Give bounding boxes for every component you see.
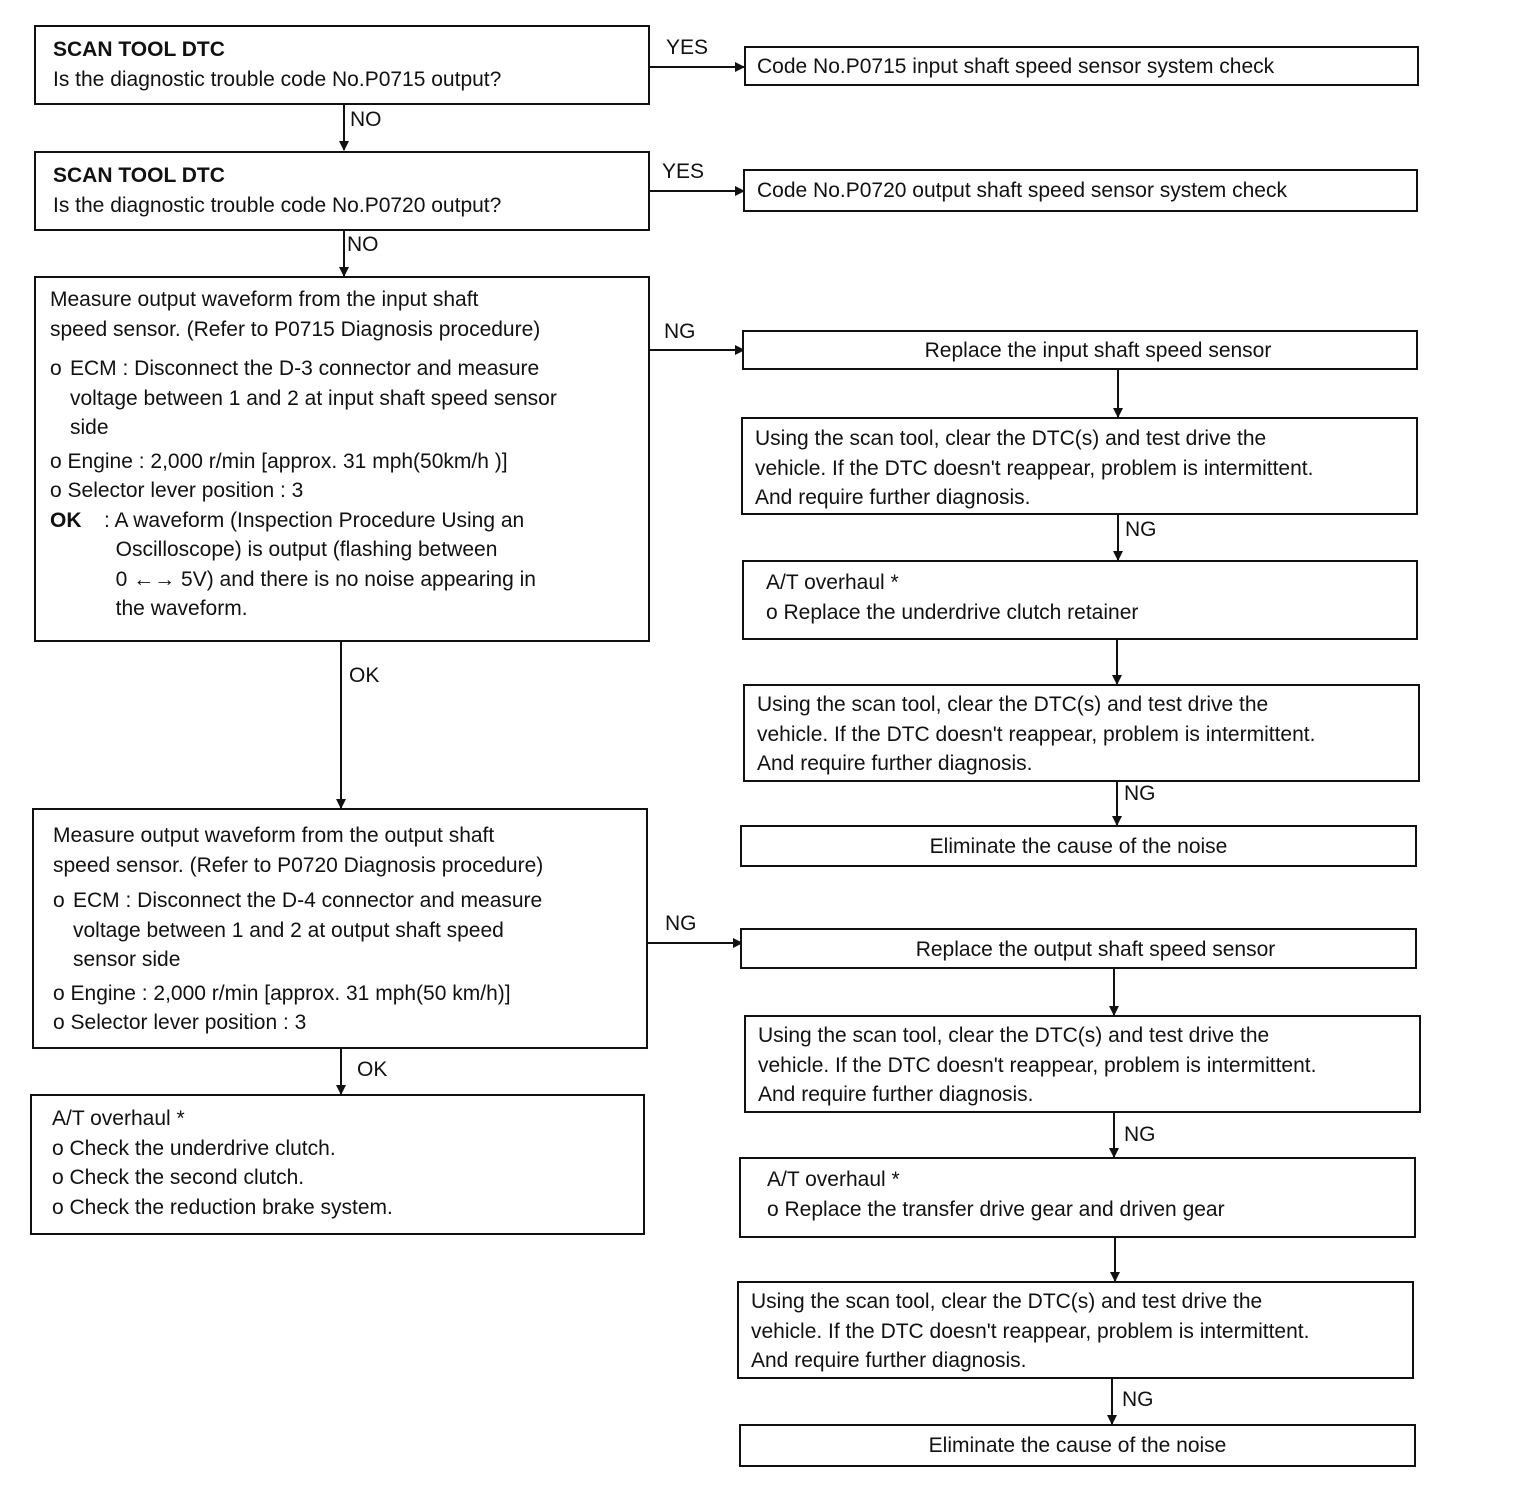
step4-ng-label: NG (665, 912, 697, 935)
step1-box (34, 25, 650, 105)
ng1-overhaul-item: o Replace the underdrive clutch retainer (766, 600, 1139, 624)
step3-ecm-item (50, 354, 642, 443)
step1-no-label: NO (350, 108, 382, 131)
ng2-overhaul-box (739, 1157, 1416, 1238)
ng1-replace-text: Replace the input shaft speed sensor (924, 339, 1272, 362)
ng2-clear2-box (737, 1281, 1414, 1379)
ng1-eliminate-text: Eliminate the cause of the noise (929, 835, 1228, 858)
ng1-clear1-2: vehicle. If the DTC doesn't reappear, problem is intermittent. (755, 456, 1314, 480)
step1-yes-label: YES (666, 36, 709, 59)
final-ok-item-1: o Check the underdrive clutch. (52, 1136, 336, 1160)
step2-yes-target (743, 169, 1418, 212)
step3-ok-key: OK (50, 508, 82, 532)
step3-ok-4: the waveform. (104, 597, 248, 620)
step3-ok-criteria (50, 506, 642, 624)
ng2-clear1-2: vehicle. If the DTC doesn't reappear, problem is intermittent. (758, 1053, 1317, 1077)
ng2-replace-text: Replace the output shaft speed sensor (915, 938, 1276, 961)
ng2-overhaul-title: A/T overhaul * (767, 1168, 900, 1191)
step4-ecm-3: sensor side (73, 948, 181, 971)
step4-box (32, 808, 648, 1049)
step3-ok-3: 0 ←→ 5V) and there is no noise appearing in (104, 567, 536, 591)
step2-no-label: NO (347, 233, 379, 256)
step2-yes-target-text: Code No.P0720 output shaft speed sensor system check (757, 179, 1287, 202)
ng2-eliminate-text: Eliminate the cause of the noise (928, 1434, 1227, 1457)
step3-line-2: speed sensor. (Refer to P0715 Diagnosis procedure) (50, 317, 541, 341)
step3-box (34, 276, 650, 642)
ng1-eliminate-box (740, 825, 1417, 867)
step4-ecm-2: voltage between 1 and 2 at output shaft speed (73, 918, 504, 942)
step1-yes-target (744, 46, 1419, 86)
step1-title: SCAN TOOL DTC (53, 38, 225, 61)
step4-ok-label: OK (357, 1058, 388, 1081)
ng1-clear1-1: Using the scan tool, clear the DTC(s) and test drive the (755, 427, 1267, 450)
step3-ng-label: NG (664, 320, 696, 343)
step4-ecm-1: ECM : Disconnect the D-4 connector and measure (73, 889, 543, 912)
step3-ok-2: Oscilloscope) is output (flashing between (104, 538, 498, 561)
step4-line-1: Measure output waveform from the output shaft (53, 824, 495, 847)
bullet-mark: o (53, 889, 65, 912)
ng2-overhaul-item: o Replace the transfer drive gear and driven gear (767, 1197, 1225, 1221)
ng1-overhaul-title: A/T overhaul * (766, 571, 899, 594)
final-ok-item-2: o Check the second clutch. (52, 1166, 305, 1189)
step3-ok-1: : A waveform (Inspection Procedure Using an (104, 508, 525, 532)
step3-ecm-3: side (70, 416, 109, 439)
step3-ok-label: OK (349, 664, 380, 687)
step3-ecm-2: voltage between 1 and 2 at input shaft speed sensor (70, 386, 557, 410)
ng2-ng-a-label: NG (1124, 1123, 1156, 1146)
ng1-clear1-box (741, 417, 1418, 515)
step2-yes-label: YES (662, 160, 705, 183)
step3-ecm-1: ECM : Disconnect the D-3 connector and measure (70, 357, 540, 380)
ng2-clear2-2: vehicle. If the DTC doesn't reappear, problem is intermittent. (751, 1319, 1310, 1343)
step2-title: SCAN TOOL DTC (53, 164, 225, 187)
step4-ecm-item (53, 886, 640, 975)
ng1-clear2-3: And require further diagnosis. (757, 752, 1033, 775)
step4-engine: o Engine : 2,000 r/min [approx. 31 mph(50 km/h)] (53, 981, 511, 1005)
step2-question: Is the diagnostic trouble code No.P0720 output? (53, 193, 502, 217)
ng1-replace-box (742, 330, 1418, 370)
ng2-replace-box (740, 928, 1417, 969)
final-ok-item-3: o Check the reduction brake system. (52, 1195, 393, 1219)
ng2-clear2-3: And require further diagnosis. (751, 1349, 1027, 1372)
final-ok-title: A/T overhaul * (52, 1107, 185, 1130)
step1-yes-target-text: Code No.P0715 input shaft speed sensor system check (757, 55, 1275, 78)
step4-line-2: speed sensor. (Refer to P0720 Diagnosis procedure) (53, 853, 544, 877)
ng2-eliminate-box (739, 1424, 1416, 1467)
ng2-clear1-box (744, 1015, 1421, 1113)
ng1-clear2-1: Using the scan tool, clear the DTC(s) and test drive the (757, 693, 1269, 716)
ng1-clear2-box (743, 684, 1420, 782)
ng2-clear1-3: And require further diagnosis. (758, 1083, 1034, 1106)
ng2-clear1-1: Using the scan tool, clear the DTC(s) and test drive the (758, 1024, 1270, 1047)
ng2-ng-b-label: NG (1122, 1388, 1154, 1411)
bullet-mark: o (50, 357, 62, 380)
step1-question: Is the diagnostic trouble code No.P0715 output? (53, 67, 502, 91)
ng1-ng-b-label: NG (1124, 782, 1156, 805)
step3-line-1: Measure output waveform from the input shaft (50, 288, 479, 311)
step2-box (34, 151, 650, 231)
ng2-clear2-1: Using the scan tool, clear the DTC(s) and test drive the (751, 1290, 1263, 1313)
ng1-ng-a-label: NG (1125, 518, 1157, 541)
ng1-clear1-3: And require further diagnosis. (755, 486, 1031, 509)
step4-selector: o Selector lever position : 3 (53, 1011, 307, 1034)
step3-selector: o Selector lever position : 3 (50, 479, 304, 502)
step3-engine: o Engine : 2,000 r/min [approx. 31 mph(50km/h )] (50, 449, 508, 473)
final-ok-box (30, 1094, 645, 1235)
ng1-clear2-2: vehicle. If the DTC doesn't reappear, problem is intermittent. (757, 722, 1316, 746)
ng1-overhaul-box (742, 560, 1418, 640)
